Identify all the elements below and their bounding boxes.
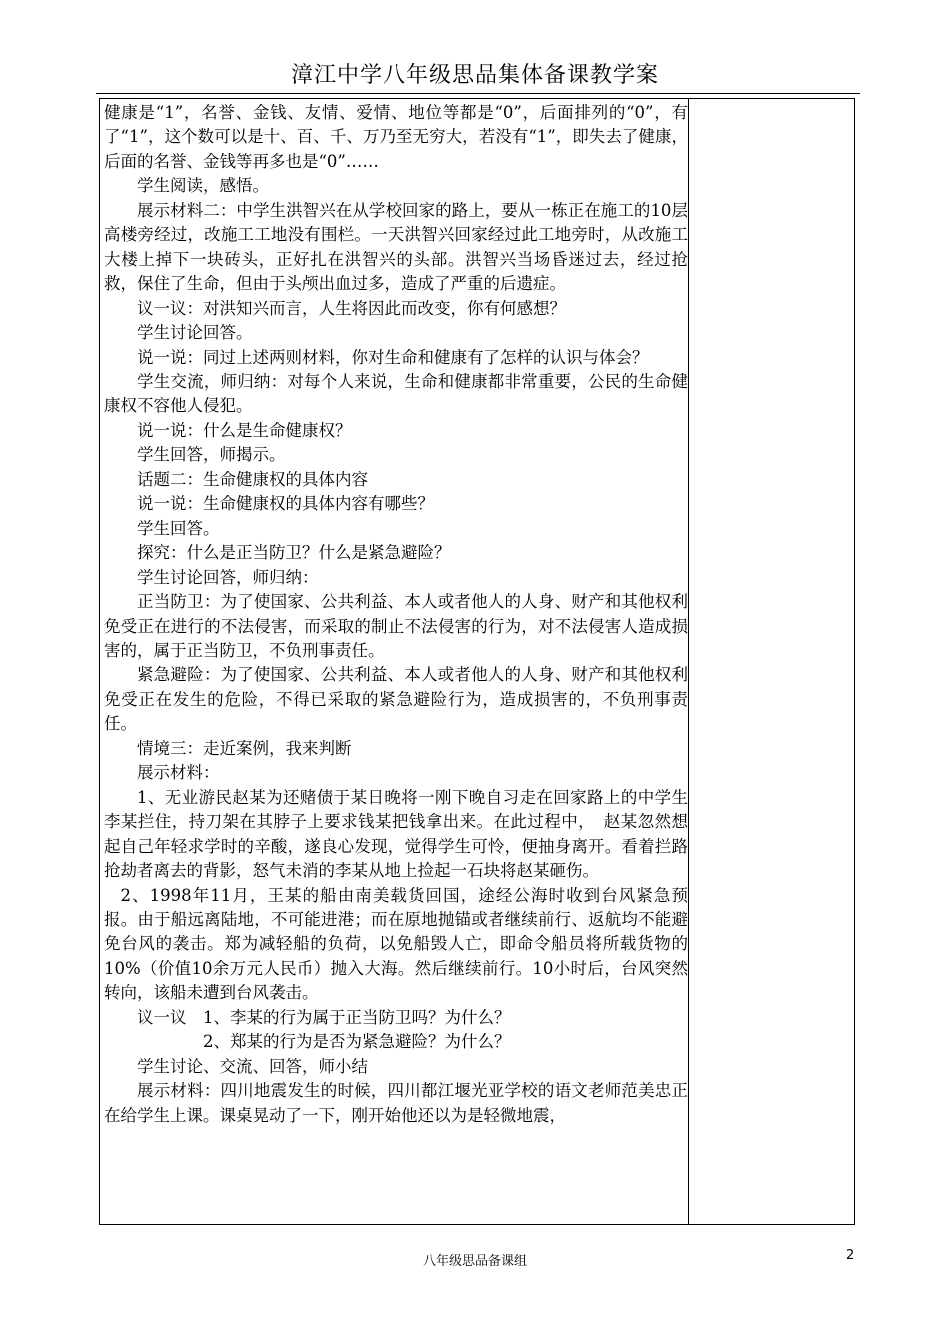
text-line: 议一议：对洪知兴而言，人生将因此而改变，你有何感想？ — [137, 298, 566, 318]
footer-label: 八年级思品备课组 — [422, 1254, 527, 1269]
text-line: 2、郑某的行为是否为紧急避险？为什么？ — [203, 1032, 511, 1052]
text-line: 情境三：走近案例，我来判断 — [137, 738, 352, 758]
text-line: 1、无业游民赵某为还赌债于某日晚将一刚下晚自习走在回家路上的中学生李某拦住，持刀架在其脖子上要求钱某把钱拿出来。在此过程中， 赵某忽然想起自己年轻求学时的辛酸，遂良心发现，觉得学生可怜，便抽身离开。看着拦路抢劫者离去的背影，怒气未消的李某从地上捡起一石块将赵某砸伤。 — [104, 787, 688, 881]
text-line: 话题二：生命健康权的具体内容 — [137, 469, 368, 489]
text-line: 学生阅读，感悟。 — [137, 176, 269, 196]
text-line: 紧急避险：为了使国家、公共利益、本人或者他人的人身、财产和其他权利免受正在发生的危险，不得已采取的紧急避险行为，造成损害的，不负刑事责任。 — [104, 665, 688, 734]
text-line: 说一说：什么是生命健康权？ — [137, 420, 352, 440]
lesson-table — [99, 98, 855, 1225]
header-rule — [96, 93, 860, 94]
text-line: 说一说：生命健康权的具体内容有哪些？ — [137, 494, 434, 514]
text-line: 2、1998年11月，王某的船由南美载货回国，途经公海时收到台风紧急预报。由于船远离陆地，不可能进港；而在原地抛锚或者继续前行、返航均不能避免台风的袭击。郑为减轻船的负荷，以免船毁人亡，即命令船员将所载货物的10%（价值10余万元人民币）抛入大海。然后继续前行。10小时后，台风突然转向，该船未遭到台风袭击。 — [104, 885, 688, 1003]
text-line: 健康是“1”，名誉、金钱、友情、爱情、地位等都是“0”，后面排列的“0”，有了“1”，这个数可以是十、百、千、万乃至无穷大，若没有“1”，即失去了健康，后面的名誉、金钱等再多也是“0”…… — [104, 103, 688, 171]
lesson-content-cell — [104, 101, 688, 1128]
text-line: 探究：什么是正当防卫？什么是紧急避险？ — [137, 543, 451, 563]
text-line: 展示材料：四川地震发生的时候，四川都江堰光亚学校的语文老师范美忠正在给学生上课。课桌晃动了一下，刚开始他还以为是轻微地震， — [104, 1081, 688, 1125]
text-line: 学生回答，师揭示。 — [137, 445, 286, 465]
page-title: 漳江中学八年级思品集体备课教学案 — [290, 63, 659, 88]
text-line: 展示材料： — [137, 763, 220, 783]
text-line: 学生回答。 — [137, 518, 220, 538]
text-line: 学生讨论、交流、回答，师小结 — [137, 1056, 368, 1076]
text-line: 学生讨论回答。 — [137, 323, 253, 343]
text-line: 展示材料二：中学生洪智兴在从学校回家的路上，要从一栋正在施工的10层高楼旁经过，改施工工地没有围栏。一天洪智兴回家经过此工地旁时，从改施工大楼上掉下一块砖头，正好扎在洪智兴的头部。洪智兴当场昏迷过去，经过抢救，保住了生命，但由于头颅出血过多，造成了严重的后遗症。 — [104, 200, 688, 294]
text-line: 正当防卫：为了使国家、公共利益、本人或者他人的人身、财产和其他权利免受正在进行的不法侵害，而采取的制止不法侵害的行为，对不法侵害人造成损害的，属于正当防卫，不负刑事责任。 — [104, 592, 688, 660]
text-line: 学生讨论回答，师归纳： — [137, 567, 319, 587]
page-number: 2 — [846, 1248, 855, 1263]
column-divider — [688, 99, 689, 1224]
text-line: 说一说：同过上述两则材料，你对生命和健康有了怎样的认识与体会？ — [137, 347, 649, 367]
text-line: 学生交流，师归纳：对每个人来说，生命和健康都非常重要，公民的生命健康权不容他人侵犯。 — [104, 371, 688, 416]
text-line: 议一议 1、李某的行为属于正当防卫吗？为什么？ — [137, 1007, 511, 1027]
